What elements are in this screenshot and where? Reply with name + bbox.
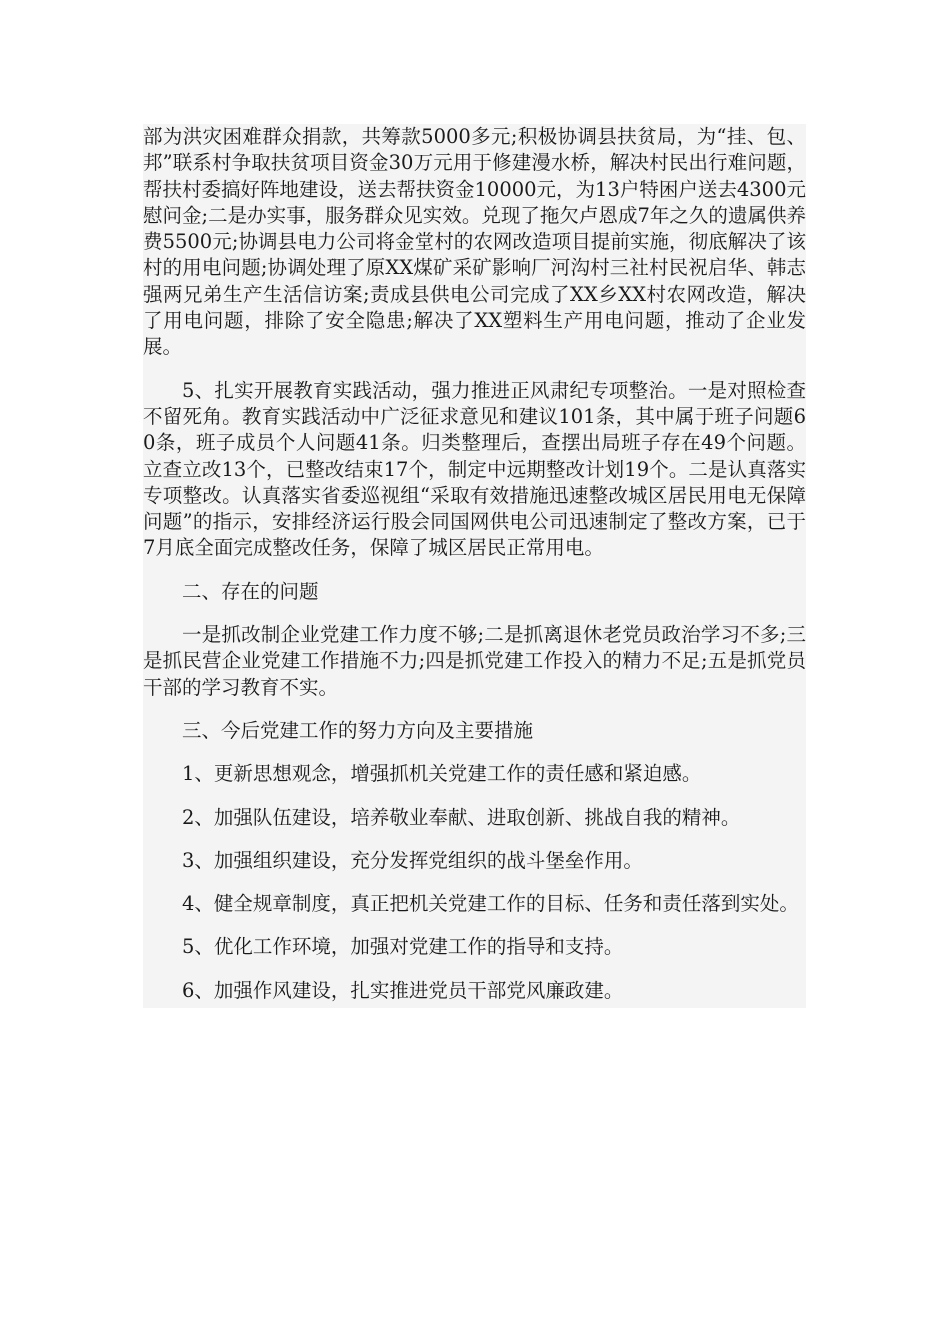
measure-item-2: 2、加强队伍建设，培养敬业奉献、进取创新、挑战自我的精神。 xyxy=(182,805,741,829)
section-heading-measures: 三、今后党建工作的努力方向及主要措施 xyxy=(182,718,534,742)
paragraph-donations-and-services: 部为洪灾困难群众捐款，共筹款5000多元;积极协调县扶贫局，为“挂、包、邦”联系村争取扶贫项目资金30万元用于修建漫水桥，解决村民出行难问题，帮扶村委搞好阵地建设，送去帮扶资金10000元，为13户特困户送去4300元慰问金;二是办实事，服务群众见实效。兑现了拖欠卢恩成7年之久的遗属供养费5500元;协调县电力公司将金堂村的农网改造项目提前实施，彻底解决了该村的用电问题;协调处理了原XX煤矿采矿影响厂河沟村三社村民祝启华、韩志强两兄弟生产生活信访案;责成县供电公司完成了XX乡XX村农网改造，解决了用电问题，排除了安全隐患;解决了XX塑料生产用电问题，推动了企业发展。 xyxy=(143,125,806,359)
paragraph-problems-list: 一是抓改制企业党建工作力度不够;二是抓离退休老党员政治学习不多;三是抓民营企业党建工作措施不力;四是抓党建工作投入的精力不足;五是抓党员干部的学习教育不实。 xyxy=(143,623,806,699)
measure-item-4: 4、健全规章制度，真正把机关党建工作的目标、任务和责任落到实处。 xyxy=(182,892,799,916)
measure-item-6: 6、加强作风建设，扎实推进党员干部党风廉政建。 xyxy=(182,978,624,1002)
document-body xyxy=(143,124,806,1008)
paragraph-education-practice: 5、扎实开展教育实践活动，强力推进正风肃纪专项整治。一是对照检查不留死角。教育实践活动中广泛征求意见和建议101条，其中属于班子问题60条，班子成员个人问题41条。归类整理后，查摆出局班子存在49个问题。立查立改13个，已整改结束17个，制定中远期整改计划19个。二是认真落实专项整改。认真落实省委巡视组“采取有效措施迅速整改城区居民用电无保障问题”的指示，安排经济运行股会同国网供电公司迅速制定了整改方案，已于7月底全面完成整改任务，保障了城区居民正常用电。 xyxy=(143,378,806,560)
measure-item-3: 3、加强组织建设，充分发挥党组织的战斗堡垒作用。 xyxy=(182,848,643,872)
section-heading-problems: 二、存在的问题 xyxy=(182,579,319,603)
measure-item-5: 5、优化工作环境，加强对党建工作的指导和支持。 xyxy=(182,935,624,959)
measure-item-1: 1、更新思想观念，增强抓机关党建工作的责任感和紧迫感。 xyxy=(182,762,702,786)
